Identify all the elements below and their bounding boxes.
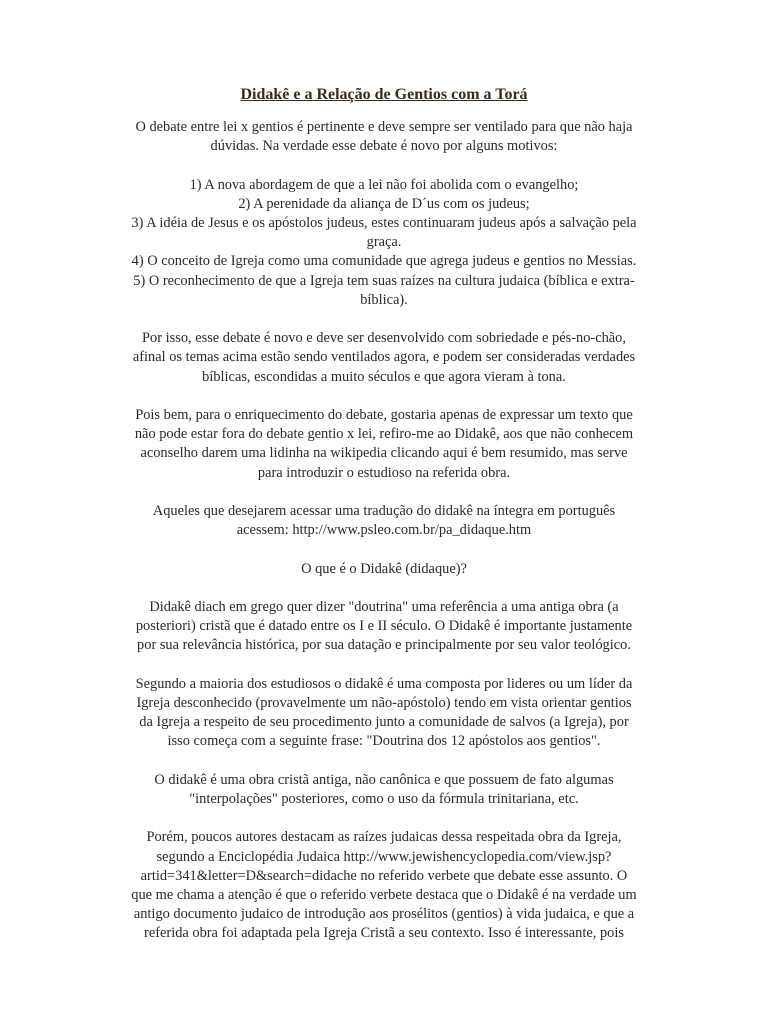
paragraph	[104, 560, 664, 579]
text-line: "interpolações" posteriores, como o uso da fórmula trinitariana, etc.	[189, 790, 579, 807]
paragraph	[104, 118, 664, 156]
text-line: Didakê diach em grego quer dizer "doutrina" uma referência a uma antiga obra (a	[149, 598, 619, 615]
text-line: afinal os temas acima estão sendo ventilados agora, e podem ser consideradas verdades	[132, 349, 636, 366]
text-line: segundo a Enciclopédia Judaica http://www.jewishencyclopedia.com/view.jsp?	[156, 848, 612, 865]
text-line: Por isso, esse debate é novo e deve ser desenvolvido com sobriedade e pés-no-chão,	[142, 330, 626, 347]
text-line: aconselho darem uma lidinha na wikipedia clicando aqui é bem resumido, mas serve	[140, 445, 628, 462]
text-line: Segundo a maioria dos estudiosos o didakê é uma composta por lideres ou um líder da	[135, 675, 633, 692]
paragraph	[104, 675, 664, 752]
text-line: Igreja desconhecido (provavelmente um não-apóstolo) tendo em vista orientar gentios	[136, 694, 632, 711]
text-line: O que é o Didakê (didaque)?	[301, 560, 467, 577]
text-line: bíblicas, escondidas a muito séculos e que agora vieram à tona.	[202, 368, 566, 385]
text-line: não pode estar fora do debate gentio x lei, refiro-me ao Didakê, aos que não conhecem	[134, 426, 634, 443]
text-line: 2) A perenidade da aliança de D´us com os judeus;	[238, 195, 530, 212]
text-line: antigo documento judaico de introdução aos prosélitos (gentios) à vida judaica, e que a	[133, 906, 635, 923]
page-title: Didakê e a Relação de Gentios com a Torá	[240, 86, 528, 103]
text-line: 3) A idéia de Jesus e os apóstolos judeus, estes continuaram judeus após a salvação pela	[131, 215, 637, 231]
text-line: O debate entre lei x gentios é pertinente e deve sempre ser ventilado para que não haja	[135, 119, 633, 135]
text-line: Porém, poucos autores destacam as raízes judaicas dessa respeitada obra da Igreja,	[146, 829, 622, 846]
paragraph	[104, 406, 664, 483]
paragraph	[104, 598, 664, 656]
paragraph	[104, 828, 664, 943]
paragraph	[104, 176, 664, 310]
text-line: isso começa com a seguinte frase: "Doutrina dos 12 apóstolos aos gentios".	[167, 733, 601, 750]
paragraph	[104, 771, 664, 809]
text-line: 4) O conceito de Igreja como uma comunidade que agrega judeus e gentios no Messias.	[131, 253, 637, 270]
text-line: por sua relevância histórica, por sua datação e principalmente por seu valor teológico.	[137, 637, 631, 654]
text-line: 1) A nova abordagem de que a lei não foi abolida com o evangelho;	[189, 176, 579, 193]
text-line: para introduzir o estudioso na referida obra.	[257, 464, 511, 481]
text-line: graça.	[366, 234, 402, 251]
text-line: Pois bem, para o enriquecimento do debate, gostaria apenas de expressar um texto que	[135, 407, 633, 423]
text-line: Aqueles que desejarem acessar uma tradução do didakê na íntegra em português	[152, 503, 616, 519]
text-line: da Igreja a respeito de seu procedimento junto a comunidade de salvos (a Igreja), por	[139, 714, 629, 731]
text-line: referida obra foi adaptada pela Igreja Cristã a seu contexto. Isso é interessante, pois	[144, 925, 624, 942]
text-line: O didakê é uma obra cristã antiga, não canônica e que possuem de fato algumas	[154, 771, 614, 788]
text-line: bíblica).	[360, 291, 408, 308]
paragraph	[104, 329, 664, 387]
text-line: dúvidas. Na verdade esse debate é novo por alguns motivos:	[210, 138, 558, 155]
text-line: 5) O reconhecimento de que a Igreja tem suas raízes na cultura judaica (bíblica e extra-	[133, 272, 635, 289]
text-line: posteriori) cristã que é datado entre os I e II século. O Didakê é importante justamente	[135, 618, 633, 635]
text-line: artid=341&letter=D&search=didache no referido verbete que debate esse assunto. O	[140, 867, 628, 884]
paragraph	[104, 502, 664, 540]
document-body	[104, 118, 664, 963]
text-line: que me chama a atenção é que o referido verbete destaca que o Didakê é na verdade um	[131, 886, 637, 903]
text-line: acessem: http://www.psleo.com.br/pa_didaque.htm	[236, 522, 532, 539]
